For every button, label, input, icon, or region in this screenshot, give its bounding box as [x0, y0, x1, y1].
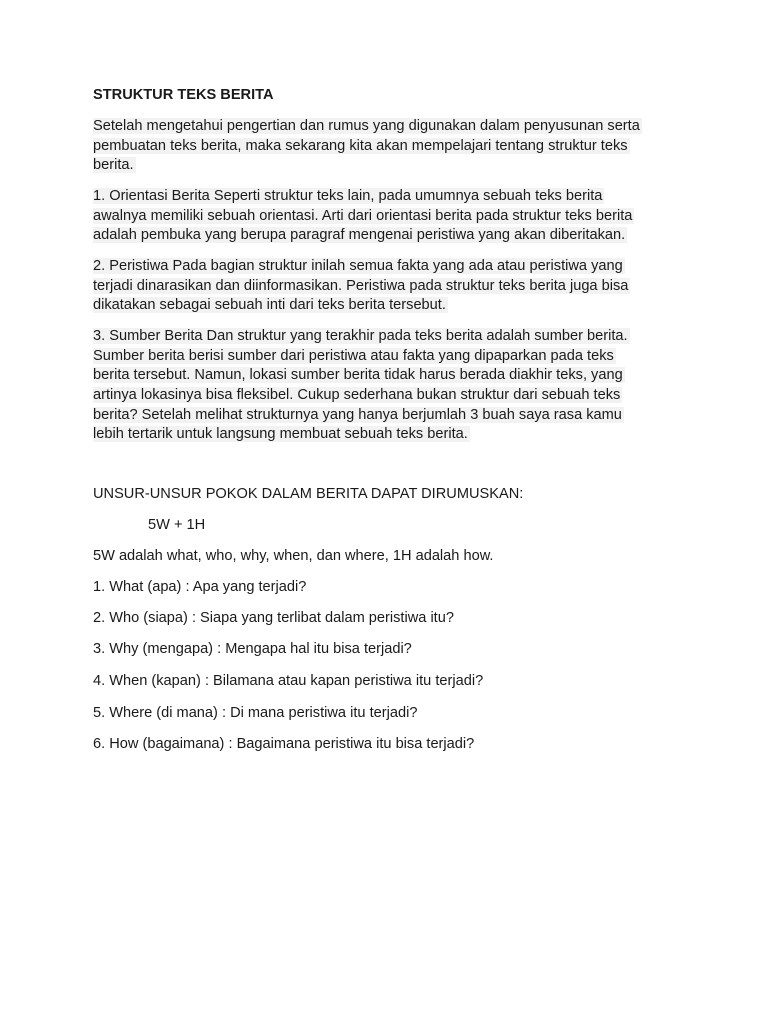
paragraph-orientasi: [93, 187, 634, 246]
text-line: 1. Orientasi Berita Seperti struktur teks lain, pada umumnya sebuah teks berita: [93, 188, 603, 204]
list-item: 2. Who (siapa) : Siapa yang terlibat dalam peristiwa itu?: [93, 610, 454, 626]
text-line: dikatakan sebagai sebuah inti dari teks berita tersebut.: [93, 297, 446, 314]
text-line: berita? Setelah melihat strukturnya yang hanya berjumlah 3 buah saya rasa kamu: [93, 406, 622, 423]
list-item: 6. How (bagaimana) : Bagaimana peristiwa itu bisa terjadi?: [93, 736, 475, 752]
text-line: terjadi dinarasikan dan diinformasikan. Peristiwa pada struktur teks berita juga bisa: [93, 277, 629, 294]
text-line: berita.: [93, 157, 134, 174]
list-item: 3. Why (mengapa) : Mengapa hal itu bisa terjadi?: [93, 641, 412, 657]
formula: 5W + 1H: [148, 517, 206, 533]
paragraph-sumber: [93, 327, 630, 445]
text-line: artinya lokasinya bisa fleksibel. Cukup sederhana bukan struktur dari sebuah teks: [93, 387, 621, 404]
document-title: STRUKTUR TEKS BERITA: [93, 87, 274, 103]
list-item: 1. What (apa) : Apa yang terjadi?: [93, 579, 307, 595]
text-line: 3. Sumber Berita Dan struktur yang terakhir pada teks berita adalah sumber berita.: [93, 328, 628, 344]
paragraph-peristiwa: [93, 257, 630, 316]
text-line: awalnya memiliki sebuah orientasi. Arti dari orientasi berita pada struktur teks berita: [93, 207, 633, 224]
text-line: 2. Peristiwa Pada bagian struktur inilah semua fakta yang ada atau peristiwa yang: [93, 258, 623, 274]
list-item: 4. When (kapan) : Bilamana atau kapan peristiwa itu terjadi?: [93, 673, 484, 689]
text-line: lebih tertarik untuk langsung membuat sebuah teks berita.: [93, 426, 468, 443]
text-line: berita tersebut. Namun, lokasi sumber berita tidak harus berada diakhir teks, yang: [93, 367, 623, 384]
subheading: UNSUR-UNSUR POKOK DALAM BERITA DAPAT DIRUMUSKAN:: [93, 486, 524, 502]
paragraph-intro: [93, 117, 642, 176]
text-line: Setelah mengetahui pengertian dan rumus yang digunakan dalam penyusunan serta: [93, 118, 640, 134]
text-line: pembuatan teks berita, maka sekarang kita akan mempelajari tentang struktur teks: [93, 137, 628, 154]
text-line: adalah pembuka yang berupa paragraf mengenai peristiwa yang akan diberitakan.: [93, 227, 626, 244]
list-item: 5. Where (di mana) : Di mana peristiwa itu terjadi?: [93, 705, 418, 721]
text-line: Sumber berita berisi sumber dari peristiwa atau fakta yang dipaparkan pada teks: [93, 347, 614, 364]
explanation: 5W adalah what, who, why, when, dan where, 1H adalah how.: [93, 548, 494, 564]
